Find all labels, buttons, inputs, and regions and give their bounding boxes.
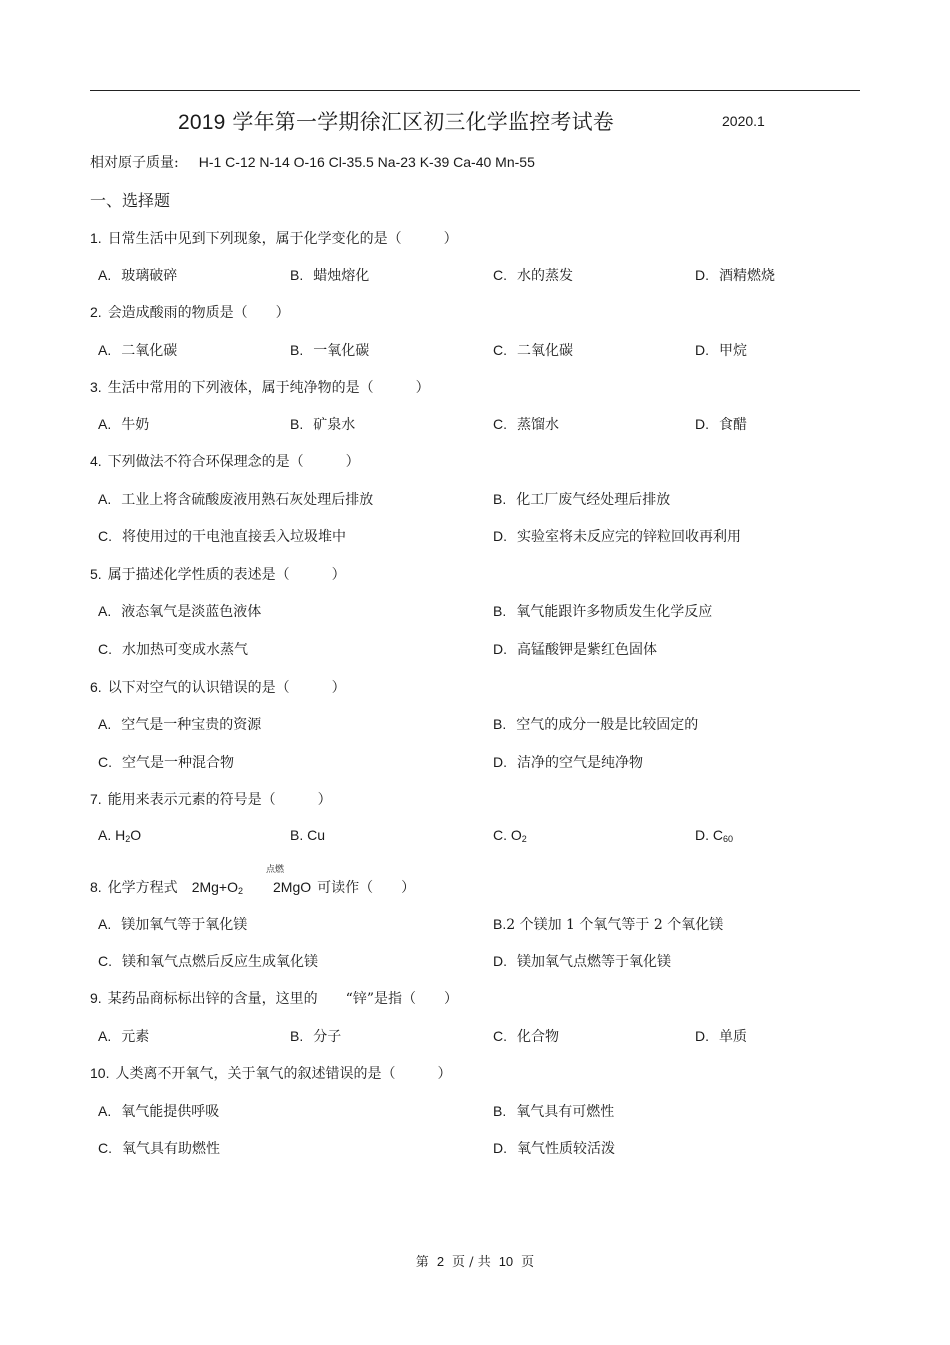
q6-option-a: A. 空气是一种宝贵的资源 xyxy=(98,716,262,733)
q4-option-c: C. 将使用过的干电池直接丢入垃圾堆中 xyxy=(98,528,346,545)
question-4: 4. 下列做法不符合环保理念的是（ ） xyxy=(90,453,360,470)
q8-option-a: A. 镁加氧气等于氧化镁 xyxy=(98,916,248,933)
q5-option-b: B. 氧气能跟许多物质发生化学反应 xyxy=(493,603,713,620)
q4-option-a: A. 工业上将含硫酸废液用熟石灰处理后排放 xyxy=(98,491,374,508)
q9-option-c: C. 化合物 xyxy=(493,1028,559,1045)
atomic-masses xyxy=(90,152,535,172)
q2-option-b: B. 一氧化碳 xyxy=(290,342,370,359)
q3-option-d: D. 食醋 xyxy=(695,416,747,433)
q5-option-d: D. 高锰酸钾是紫红色固体 xyxy=(493,641,657,658)
question-5: 5. 属于描述化学性质的表述是（ ） xyxy=(90,566,346,583)
q6-option-d: D. 洁净的空气是纯净物 xyxy=(493,754,643,771)
question-10: 10. 人类离不开氧气，关于氧气的叙述错误的是（ ） xyxy=(90,1065,452,1082)
exam-date: 2020.1 xyxy=(722,113,765,129)
equation-left: 2Mg+O xyxy=(191,879,238,895)
q1-option-a: A. 玻璃破碎 xyxy=(98,267,178,284)
q1-option-b: B. 蜡烛熔化 xyxy=(290,267,370,284)
atomic-masses-label: 相对原子质量: xyxy=(90,155,179,171)
q4-option-b: B. 化工厂废气经处理后排放 xyxy=(493,491,671,508)
q6-option-c: C. 空气是一种混合物 xyxy=(98,754,234,771)
q8-option-d: D. 镁加氧气点燃等于氧化镁 xyxy=(493,953,671,970)
question-8: 8. 化学方程式 $2Mg+O_2$ 2MgO 可读作（ ） xyxy=(90,879,416,896)
q7-option-a: A. $H_2O$ xyxy=(98,827,142,844)
header-rule xyxy=(90,90,860,91)
q5-option-c: C. 水加热可变成水蒸气 xyxy=(98,641,248,658)
equation-right: 2MgO xyxy=(273,879,312,895)
q7-option-d: D. $C_{60}$ xyxy=(695,827,734,844)
page-total: 10 xyxy=(498,1254,514,1269)
q9-option-d: D. 单质 xyxy=(695,1028,747,1045)
q9-option-a: A. 元素 xyxy=(98,1028,150,1045)
q6-option-b: B. 空气的成分一般是比较固定的 xyxy=(493,716,699,733)
q3-option-b: B. 矿泉水 xyxy=(290,416,356,433)
q10-option-a: A. 氧气能提供呼吸 xyxy=(98,1103,220,1120)
question-7: 7. 能用来表示元素的符号是（ ） xyxy=(90,791,332,808)
q2-option-c: C. 二氧化碳 xyxy=(493,342,573,359)
q8-option-b: B.2 个镁加 1 个氧气等于 2 个氧化镁 xyxy=(493,916,724,933)
page-footer: 第 2 页 / 共 10 页 xyxy=(415,1254,535,1270)
atomic-masses-values: H-1 C-12 N-14 O-16 Cl-35.5 Na-23 K-39 Ca-40 Mn-55 xyxy=(198,154,535,170)
q2-option-a: A. 二氧化碳 xyxy=(98,342,178,359)
q2-option-d: D. 甲烷 xyxy=(695,342,747,359)
q3-option-c: C. 蒸馏水 xyxy=(493,416,559,433)
q7-option-c: C. $O_2$ xyxy=(493,827,527,844)
question-3: 3. 生活中常用的下列液体，属于纯净物的是（ ） xyxy=(90,379,430,396)
q8-option-c: C. 镁和氧气点燃后反应生成氧化镁 xyxy=(98,953,318,970)
reaction-condition: 点燃 xyxy=(266,865,285,875)
q9-option-b: B. 分子 xyxy=(290,1028,342,1045)
q7-option-b: B. Cu xyxy=(290,827,326,843)
q4-option-d: D. 实验室将未反应完的锌粒回收再利用 xyxy=(493,528,741,545)
question-6: 6. 以下对空气的认识错误的是（ ） xyxy=(90,679,346,696)
q1-option-c: C. 水的蒸发 xyxy=(493,267,573,284)
question-1: 1. 日常生活中见到下列现象，属于化学变化的是（ ） xyxy=(90,230,458,247)
q5-option-a: A. 液态氧气是淡蓝色液体 xyxy=(98,603,262,620)
q10-option-d: D. 氧气性质较活泼 xyxy=(493,1140,615,1157)
question-9: 9. 某药品商标标出锌的含量，这里的 “锌”是指（ ） xyxy=(90,990,459,1007)
exam-title: 2019 学年第一学期徐汇区初三化学监控考试卷 xyxy=(178,110,615,134)
q1-option-d: D. 酒精燃烧 xyxy=(695,267,775,284)
question-2: 2. 会造成酸雨的物质是（ ） xyxy=(90,304,290,321)
page-number: 2 xyxy=(436,1254,445,1269)
q10-option-b: B. 氧气具有可燃性 xyxy=(493,1103,615,1120)
section-title: 一、选择题 xyxy=(90,191,171,210)
q3-option-a: A. 牛奶 xyxy=(98,416,150,433)
q10-option-c: C. 氧气具有助燃性 xyxy=(98,1140,220,1157)
